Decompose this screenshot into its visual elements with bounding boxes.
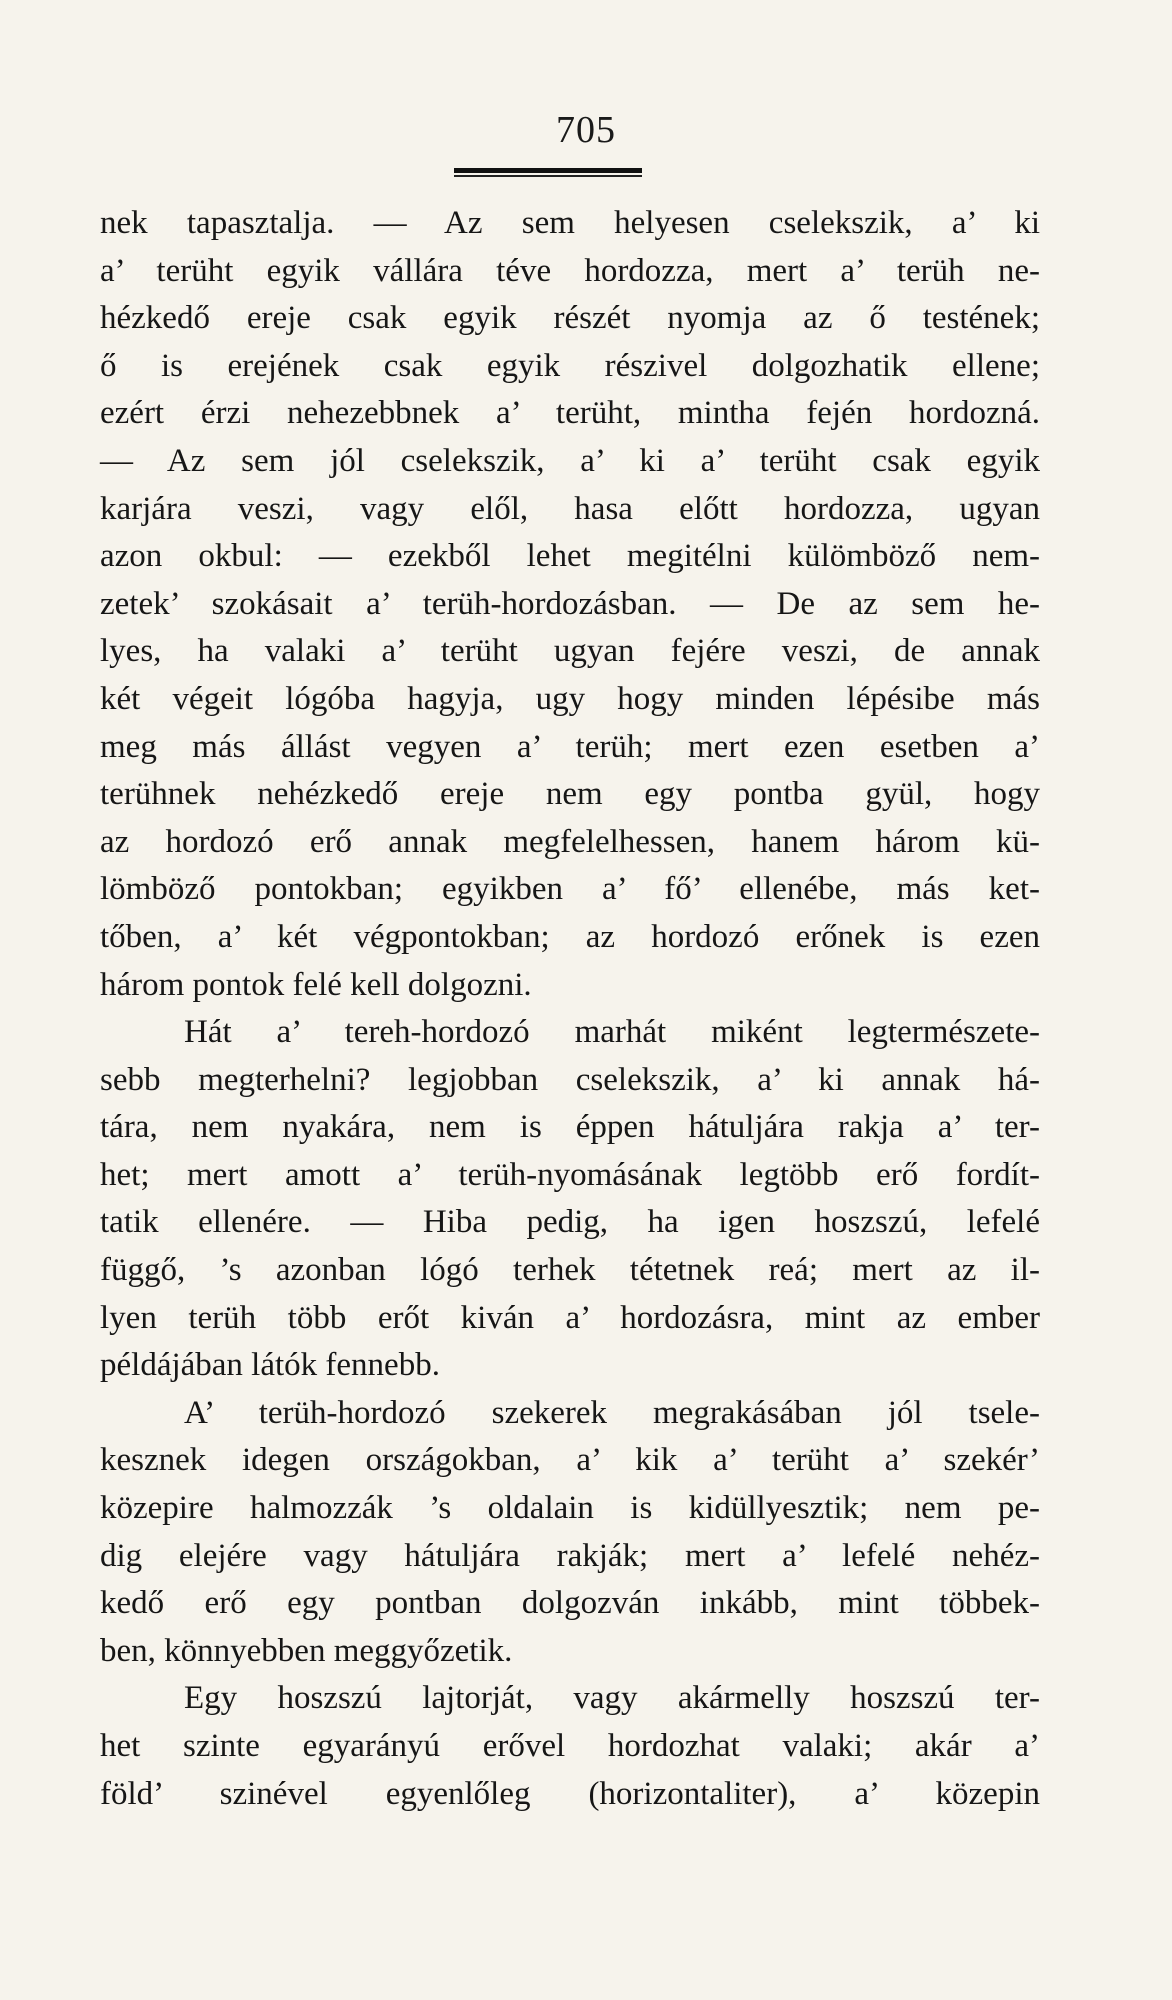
text-line: Hát a’ tereh-hordozó marhát miként legtermészete-: [184, 1014, 1040, 1051]
text-line: kesznek idegen országokban, a’ kik a’ terüht a’ szekér’: [100, 1442, 1040, 1479]
text-line: közepire halmozzák ’s oldalain is kidüllyesztik; nem pe-: [100, 1490, 1040, 1527]
text-line: föld’ szinével egyenlőleg (horizontaliter), a’ közepin: [100, 1775, 1040, 1812]
text-line: lyes, ha valaki a’ terüht ugyan fejére veszi, de annak: [100, 633, 1040, 670]
text-line: tőben, a’ két végpontokban; az hordozó erőnek is ezen: [100, 918, 1040, 955]
text-line: tára, nem nyakára, nem is éppen hátuljára rakja a’ ter-: [100, 1109, 1040, 1146]
text-line: a’ terüht egyik vállára téve hordozza, mert a’ terüh ne-: [100, 252, 1040, 289]
text-line: terühnek nehézkedő ereje nem egy pontba gyül, hogy: [100, 776, 1040, 813]
text-line: hézkedő ereje csak egyik részét nyomja az ő testének;: [100, 300, 1040, 337]
text-line: zetek’ szokásait a’ terüh-hordozásban. — De az sem he-: [100, 585, 1040, 622]
text-line: lyen terüh több erőt kiván a’ hordozásra, mint az ember: [100, 1299, 1040, 1336]
text-line: karjára veszi, vagy elől, hasa előtt hordozza, ugyan: [100, 490, 1040, 527]
text-line: A’ terüh-hordozó szekerek megrakásában jól tsele-: [184, 1394, 1040, 1431]
text-line: kedő erő egy pontban dolgozván inkább, mint többek-: [100, 1585, 1040, 1622]
text-line: függő, ’s azonban lógó terhek tétetnek reá; mert az il-: [100, 1252, 1040, 1289]
text-line: dig elejére vagy hátuljára rakják; mert a’ lefelé nehéz-: [100, 1537, 1040, 1574]
text-line: ben, könnyebben meggyőzetik.: [100, 1632, 513, 1669]
text-line: lömböző pontokban; egyikben a’ fő’ ellenébe, más ket-: [100, 871, 1040, 908]
text-line: meg más állást vegyen a’ terüh; mert ezen esetben a’: [100, 728, 1040, 765]
text-line: példájában látók fennebb.: [100, 1347, 440, 1384]
text-line: két végeit lógóba hagyja, ugy hogy minden lépésibe más: [100, 680, 1040, 717]
page-number: 705: [556, 109, 616, 151]
text-line: — Az sem jól cselekszik, a’ ki a’ terüht csak egyik: [100, 442, 1040, 479]
text-line: tatik ellenére. — Hiba pedig, ha igen hoszszú, lefelé: [100, 1204, 1040, 1241]
text-line: ő is erejének csak egyik részivel dolgozhatik ellene;: [100, 347, 1040, 384]
text-line: het szinte egyarányú erővel hordozhat valaki; akár a’: [100, 1728, 1040, 1764]
text-line: Egy hoszszú lajtorját, vagy akármelly hoszszú ter-: [184, 1680, 1040, 1717]
text-line: nek tapasztalja. — Az sem helyesen cselekszik, a’ ki: [100, 205, 1040, 241]
text-line: az hordozó erő annak megfelelhessen, hanem három kü-: [100, 823, 1040, 860]
text-line: ezért érzi nehezebbnek a’ terüht, mintha fején hordozná.: [100, 395, 1040, 432]
text-line: sebb megterhelni? legjobban cselekszik, a’ ki annak há-: [100, 1061, 1040, 1098]
text-line: három pontok felé kell dolgozni.: [100, 966, 532, 1003]
body-text: [100, 200, 1040, 1818]
text-line: azon okbul: — ezekből lehet megitélni külömböző nem-: [100, 538, 1040, 575]
header-rule-thin: [454, 175, 642, 177]
text-line: het; mert amott a’ terüh-nyomásának legtöbb erő fordít-: [100, 1156, 1040, 1193]
header-rule: [454, 168, 642, 173]
